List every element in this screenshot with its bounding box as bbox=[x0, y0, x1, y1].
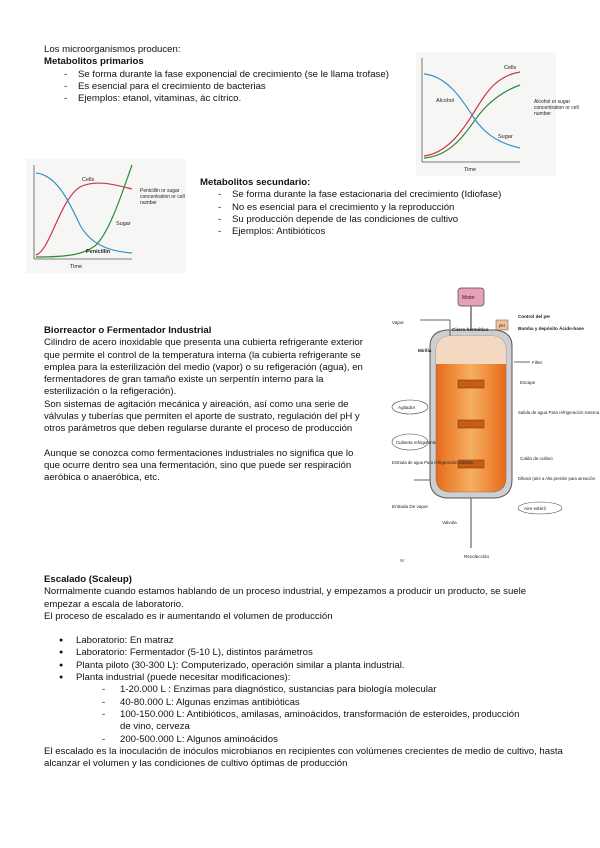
impeller bbox=[458, 380, 484, 388]
list-item: - Su producción depende de las condiciones de cultivo bbox=[216, 214, 580, 226]
filter-label: Filter bbox=[532, 360, 543, 365]
penicillin-label: Penicillin bbox=[86, 249, 111, 255]
list-item: - Es esencial para el crecimiento de bacterias bbox=[62, 81, 404, 93]
intro-text: Los microorganismos producen: bbox=[44, 44, 181, 55]
ph-label: pH bbox=[499, 323, 505, 328]
list-item: - Se forma durante la fase estacionaria del crecimiento (Idiofase) bbox=[216, 189, 580, 201]
x-axis-label: Time bbox=[464, 167, 477, 173]
escalado-paragraph-2: El proceso de escalado es ir aumentando el volumen de producción bbox=[44, 610, 333, 622]
list-item: - Ejemplos: Antibióticos bbox=[216, 226, 580, 238]
primarios-title: Metabolitos primarios bbox=[44, 56, 144, 68]
bioreactor-paragraph-2: Son sistemas de agitación mecánica y aireación, así como una serie de válvulas y tuberías que permiten el aporte de sustrato, regulación del pH y otros parámetros que deben regularse durante el proceso de producción bbox=[44, 398, 360, 435]
list-item: ● Planta piloto (30-300 L): Computerizado, operación similar a planta industrial. bbox=[56, 660, 564, 672]
sterile-air-label: Aire estéril bbox=[524, 506, 546, 511]
sugar-label: Sugar bbox=[498, 134, 513, 140]
list-item: - Se forma durante la fase exponencial de crecimiento (se le llama trofase) bbox=[62, 69, 404, 81]
valve-label: Valvula bbox=[442, 520, 457, 525]
headspace bbox=[436, 336, 506, 364]
list-item: - Ejemplos: etanol, vitaminas, ác cítrico. bbox=[62, 93, 404, 105]
secundarios-list bbox=[216, 189, 580, 238]
x-axis-label: Time bbox=[70, 264, 83, 270]
escalado-paragraph-3: El escalado es la inoculación de inóculos microbianos en recipientes con volúmenes crecientes de medio de cultivo, hasta alcanzar el volumen y las condiciones de cultivo óptimas de producción bbox=[44, 745, 563, 770]
escalado-title: Escalado (Scaleup) bbox=[44, 574, 132, 585]
diagram-mark: W bbox=[400, 558, 405, 563]
list-item: ● Laboratorio: En matraz bbox=[56, 635, 564, 647]
sugar-label: Sugar bbox=[116, 221, 131, 227]
seal-label: Cierre hermético bbox=[452, 327, 489, 332]
sight-glass-label: Mirilla bbox=[418, 348, 432, 353]
list-item: - 100-150.000 L: Antibióticos, amilasas, aminoácidos, transformación de esteroides, producción de vino, cerveza bbox=[100, 709, 520, 734]
primarios-list bbox=[62, 69, 404, 106]
chart2-legend: Penicillin or sugar concentration or cell number bbox=[140, 188, 185, 206]
water-inlet-label: Entrada de agua Para refrigeración externa bbox=[392, 460, 473, 465]
vapor-label: Vapor bbox=[392, 320, 404, 325]
list-item: - No es esencial para el crecimiento y la reproducción bbox=[216, 202, 580, 214]
secondary-section bbox=[200, 177, 580, 238]
impeller bbox=[458, 420, 484, 428]
sparger-label: Difusor (aire a Alta presión para aireación bbox=[518, 476, 596, 481]
control-ph-label: Control del pH bbox=[518, 314, 550, 319]
bioreactor-title: Biorreactor o Fermentador Industrial bbox=[44, 325, 212, 336]
water-outlet-label: Salida de agua Para refrigeración externa bbox=[518, 410, 600, 415]
alcohol-label: Alcohol bbox=[436, 98, 455, 104]
primary-section bbox=[44, 44, 404, 105]
list-item: - 40-80.000 L: Algunas enzimas antibióticas bbox=[100, 697, 520, 709]
motor-label: Motor bbox=[462, 295, 475, 301]
list-item: ● Laboratorio: Fermentador (5-10 L), distintos parámetros bbox=[56, 647, 564, 659]
steam-inlet-label: Entrada De vapor bbox=[392, 504, 429, 509]
list-item: - 200-500.000 L: Algunos aminoácidos bbox=[100, 734, 520, 746]
jacket-label: Cubierta refrigerante bbox=[396, 440, 437, 445]
secundarios-title: Metabolitos secundario: bbox=[200, 177, 311, 188]
list-item: - 1-20.000 L : Enzimas para diagnóstico, sustancias para biología molecular bbox=[100, 684, 520, 696]
bioreactor-section bbox=[44, 325, 368, 485]
agitator-label: Agitador bbox=[398, 405, 416, 410]
bioreactor-diagram bbox=[390, 284, 600, 564]
bioreactor-paragraph-3: Aunque se conozca como fermentaciones industriales no significa que lo que ocurre dentro sea una fermentación, sino que puede ser respiración aeróbica o anaeróbica, etc. bbox=[44, 447, 354, 484]
harvest-label: Recolección bbox=[464, 554, 490, 559]
cells-label: Cells bbox=[82, 177, 95, 183]
pump-label: Bomba y depósito Ácido-base bbox=[518, 326, 584, 331]
bioreactor-paragraph-1: Cilindro de acero inoxidable que presenta una cubierta refrigerante exterior que permite el control de la temperatura interna (la cubierta refrigerante se emplea para la esterilización del medio (vapor) o su refigeración (agua), en fermentadores de gran tamaño existe un serpentín interno para la esterilización o la refigeración). bbox=[44, 337, 363, 398]
exhaust-label: Escape bbox=[520, 380, 536, 385]
escalado-list bbox=[56, 635, 564, 684]
escalado-sublist bbox=[100, 684, 520, 745]
list-item: ● Planta industrial (puede necesitar modificaciones): bbox=[56, 672, 564, 684]
escalado-paragraph-1: Normalmente cuando estamos hablando de un proceso industrial, y empezamos a producir un producto, se suele empezar a escala de laboratorio. bbox=[44, 586, 527, 610]
cells-label: Cells bbox=[504, 65, 517, 71]
chart-background bbox=[26, 159, 186, 273]
broth-label: Caldo de cultivo bbox=[520, 456, 553, 461]
escalado-section bbox=[44, 574, 564, 770]
chart1-legend: Alcohol or sugar concentration or cell number bbox=[534, 99, 579, 117]
secondary-metabolite-chart bbox=[26, 159, 186, 273]
